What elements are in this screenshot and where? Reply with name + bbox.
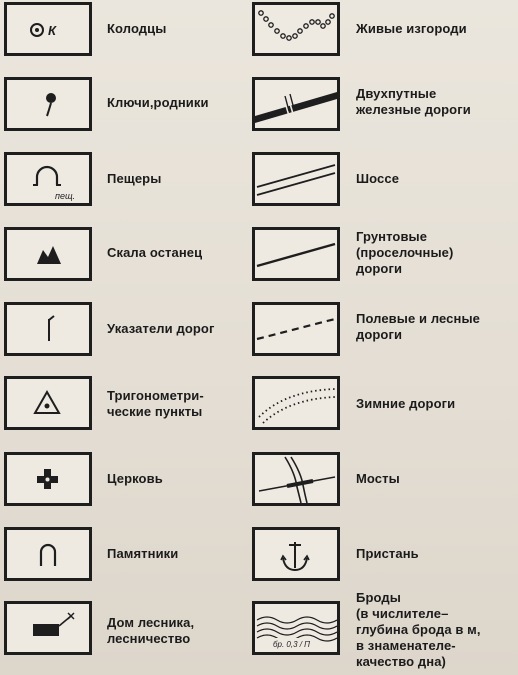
legend-label <box>356 590 481 670</box>
legend-label: Указатели дорог <box>107 321 215 336</box>
winter-road-icon <box>255 379 337 427</box>
forester-house-icon <box>7 604 89 652</box>
cave-icon <box>7 155 89 203</box>
legend-label: Шоссе <box>356 171 400 186</box>
symbol-box <box>252 527 340 581</box>
legend-label: Колодцы <box>107 21 167 36</box>
legend-label: Церковь <box>107 471 163 486</box>
legend-label-line: Двухпутные <box>356 86 437 101</box>
cave-symbol-text: пещ. <box>55 191 76 201</box>
symbol-box <box>252 376 340 430</box>
legend-label-line: ческие пункты <box>107 404 203 419</box>
legend-label: Ключи,родники <box>107 95 209 110</box>
symbol-box <box>252 452 340 506</box>
legend-label: Скала останец <box>107 245 203 260</box>
legend-label-line: в знаменателе- <box>356 638 456 653</box>
bridge-icon <box>255 455 337 503</box>
symbol-box <box>4 152 92 206</box>
symbol-box <box>4 452 92 506</box>
symbol-box <box>4 302 92 356</box>
legend-label-line: Полевые и лесные <box>356 311 480 326</box>
legend-label-line: (проселочные) <box>356 245 454 260</box>
well-symbol-text: К <box>48 23 56 38</box>
legend-label <box>356 311 480 343</box>
railway-icon <box>255 80 337 128</box>
road-sign-icon <box>7 305 89 353</box>
legend-label <box>356 229 453 277</box>
highway-icon <box>255 155 337 203</box>
symbol-box <box>4 227 92 281</box>
pier-icon <box>255 530 337 578</box>
legend-label-line: качество дна) <box>356 654 446 669</box>
legend-label: Пристань <box>356 546 419 561</box>
legend-label-line: Грунтовые <box>356 229 428 244</box>
legend-label <box>356 86 471 118</box>
legend-label-line: железные дороги <box>356 102 471 117</box>
ford-icon <box>255 604 337 652</box>
spring-icon <box>7 80 89 128</box>
hedge-icon <box>255 5 337 53</box>
symbol-box <box>4 527 92 581</box>
legend-label: Зимние дороги <box>356 396 456 411</box>
legend-label-line: лесничество <box>107 631 191 646</box>
legend-label <box>107 615 194 647</box>
legend-label: Пещеры <box>107 171 162 186</box>
legend-label-line: Дом лесника, <box>107 615 195 630</box>
monument-icon <box>7 530 89 578</box>
legend-label: Живые изгороди <box>356 21 467 36</box>
symbol-box <box>4 77 92 131</box>
legend-label-line: глубина брода в м, <box>356 622 481 637</box>
symbol-box <box>252 302 340 356</box>
field-road-icon <box>255 305 337 353</box>
legend-label: Мосты <box>356 471 400 486</box>
church-icon <box>7 455 89 503</box>
ford-symbol-text: бр. 0,3 / П <box>273 640 310 649</box>
symbol-box <box>4 601 92 655</box>
legend-label <box>107 388 204 420</box>
symbol-box <box>252 227 340 281</box>
symbol-box <box>252 152 340 206</box>
legend-label-line: Броды <box>356 590 401 605</box>
legend-label-line: (в числителе– <box>356 606 449 621</box>
dirt-road-icon <box>255 230 337 278</box>
symbol-box <box>252 601 340 655</box>
symbol-box <box>4 2 92 56</box>
symbol-box <box>4 376 92 430</box>
symbol-box <box>252 2 340 56</box>
trig-point-icon <box>7 379 89 427</box>
legend-label-line: Тригонометри- <box>107 388 204 403</box>
rock-icon <box>7 230 89 278</box>
legend-label: Памятники <box>107 546 179 561</box>
legend-label-line: дороги <box>356 327 403 342</box>
symbol-box <box>252 77 340 131</box>
legend-label-line: дороги <box>356 261 403 276</box>
well-icon <box>7 5 89 53</box>
